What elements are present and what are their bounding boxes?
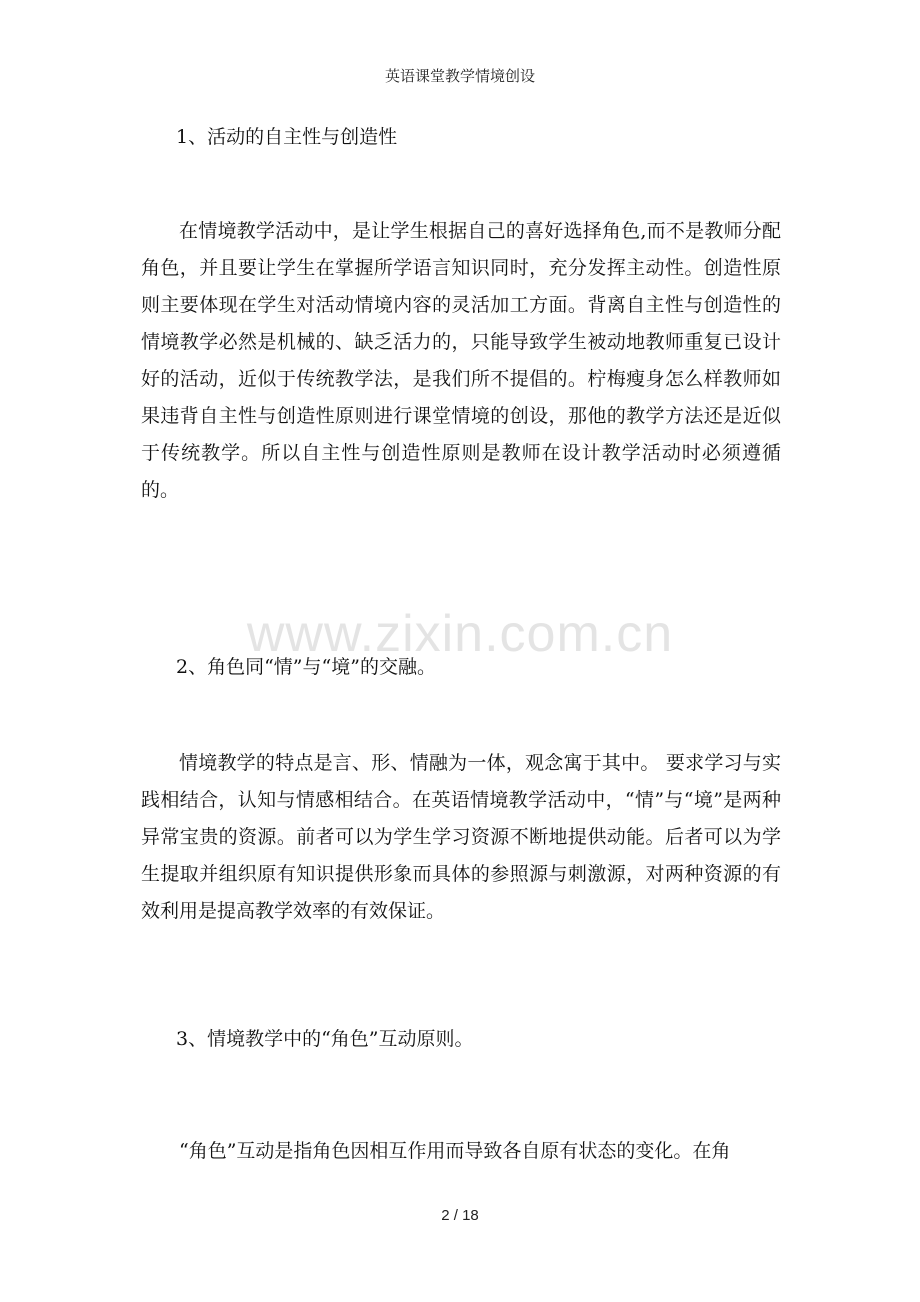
document-title: 英语课堂教学情境创设: [384, 67, 535, 85]
section-3-heading: 3、情境教学中的“角色”互动原则。: [176, 1028, 474, 1050]
section-1-paragraph: 在情境教学活动中，是让学生根据自己的喜好选择角色,而不是教师分配角色，并且要让学生在掌握所学语言知识同时，充分发挥主动性。创造性原则主要体现在学生对活动情境内容的灵活加工方面。背离自主性与创造性的情境教学必然是机械的、缺乏活力的，只能导致学生被动地教师重复已设计好的活动，近似于传统教学法，是我们所不提倡的。柠梅瘦身怎么样教师如果违背自主性与创造性原则进行课堂情境的创设，那他的教学方法还是近似于传统教学。所以自主性与创造性原则是教师在设计教学活动时必须遵循的。: [141, 220, 781, 501]
section-3-paragraph: “角色”互动是指角色因相互作用而导致各自原有状态的变化。在角: [179, 1140, 731, 1162]
watermark: www.zixin.com.cn: [246, 605, 674, 663]
page-number: 2 / 18: [441, 1207, 479, 1224]
section-2-heading: 2、角色同“情”与“境”的交融。: [176, 656, 436, 678]
section-1-heading: 1、活动的自主性与创造性: [176, 126, 398, 148]
section-2-paragraph: 情境教学的特点是言、形、情融为一体，观念寓于其中。 要求学习与实践相结合，认知与情感相结合。在英语情境教学活动中，“情”与“境”是两种异常宝贵的资源。前者可以为学生学习资源不断地提供动能。后者可以为学生提取并组织原有知识提供形象而具体的参照源与刺激源，对两种资源的有效利用是提高教学效率的有效保证。: [141, 752, 781, 922]
